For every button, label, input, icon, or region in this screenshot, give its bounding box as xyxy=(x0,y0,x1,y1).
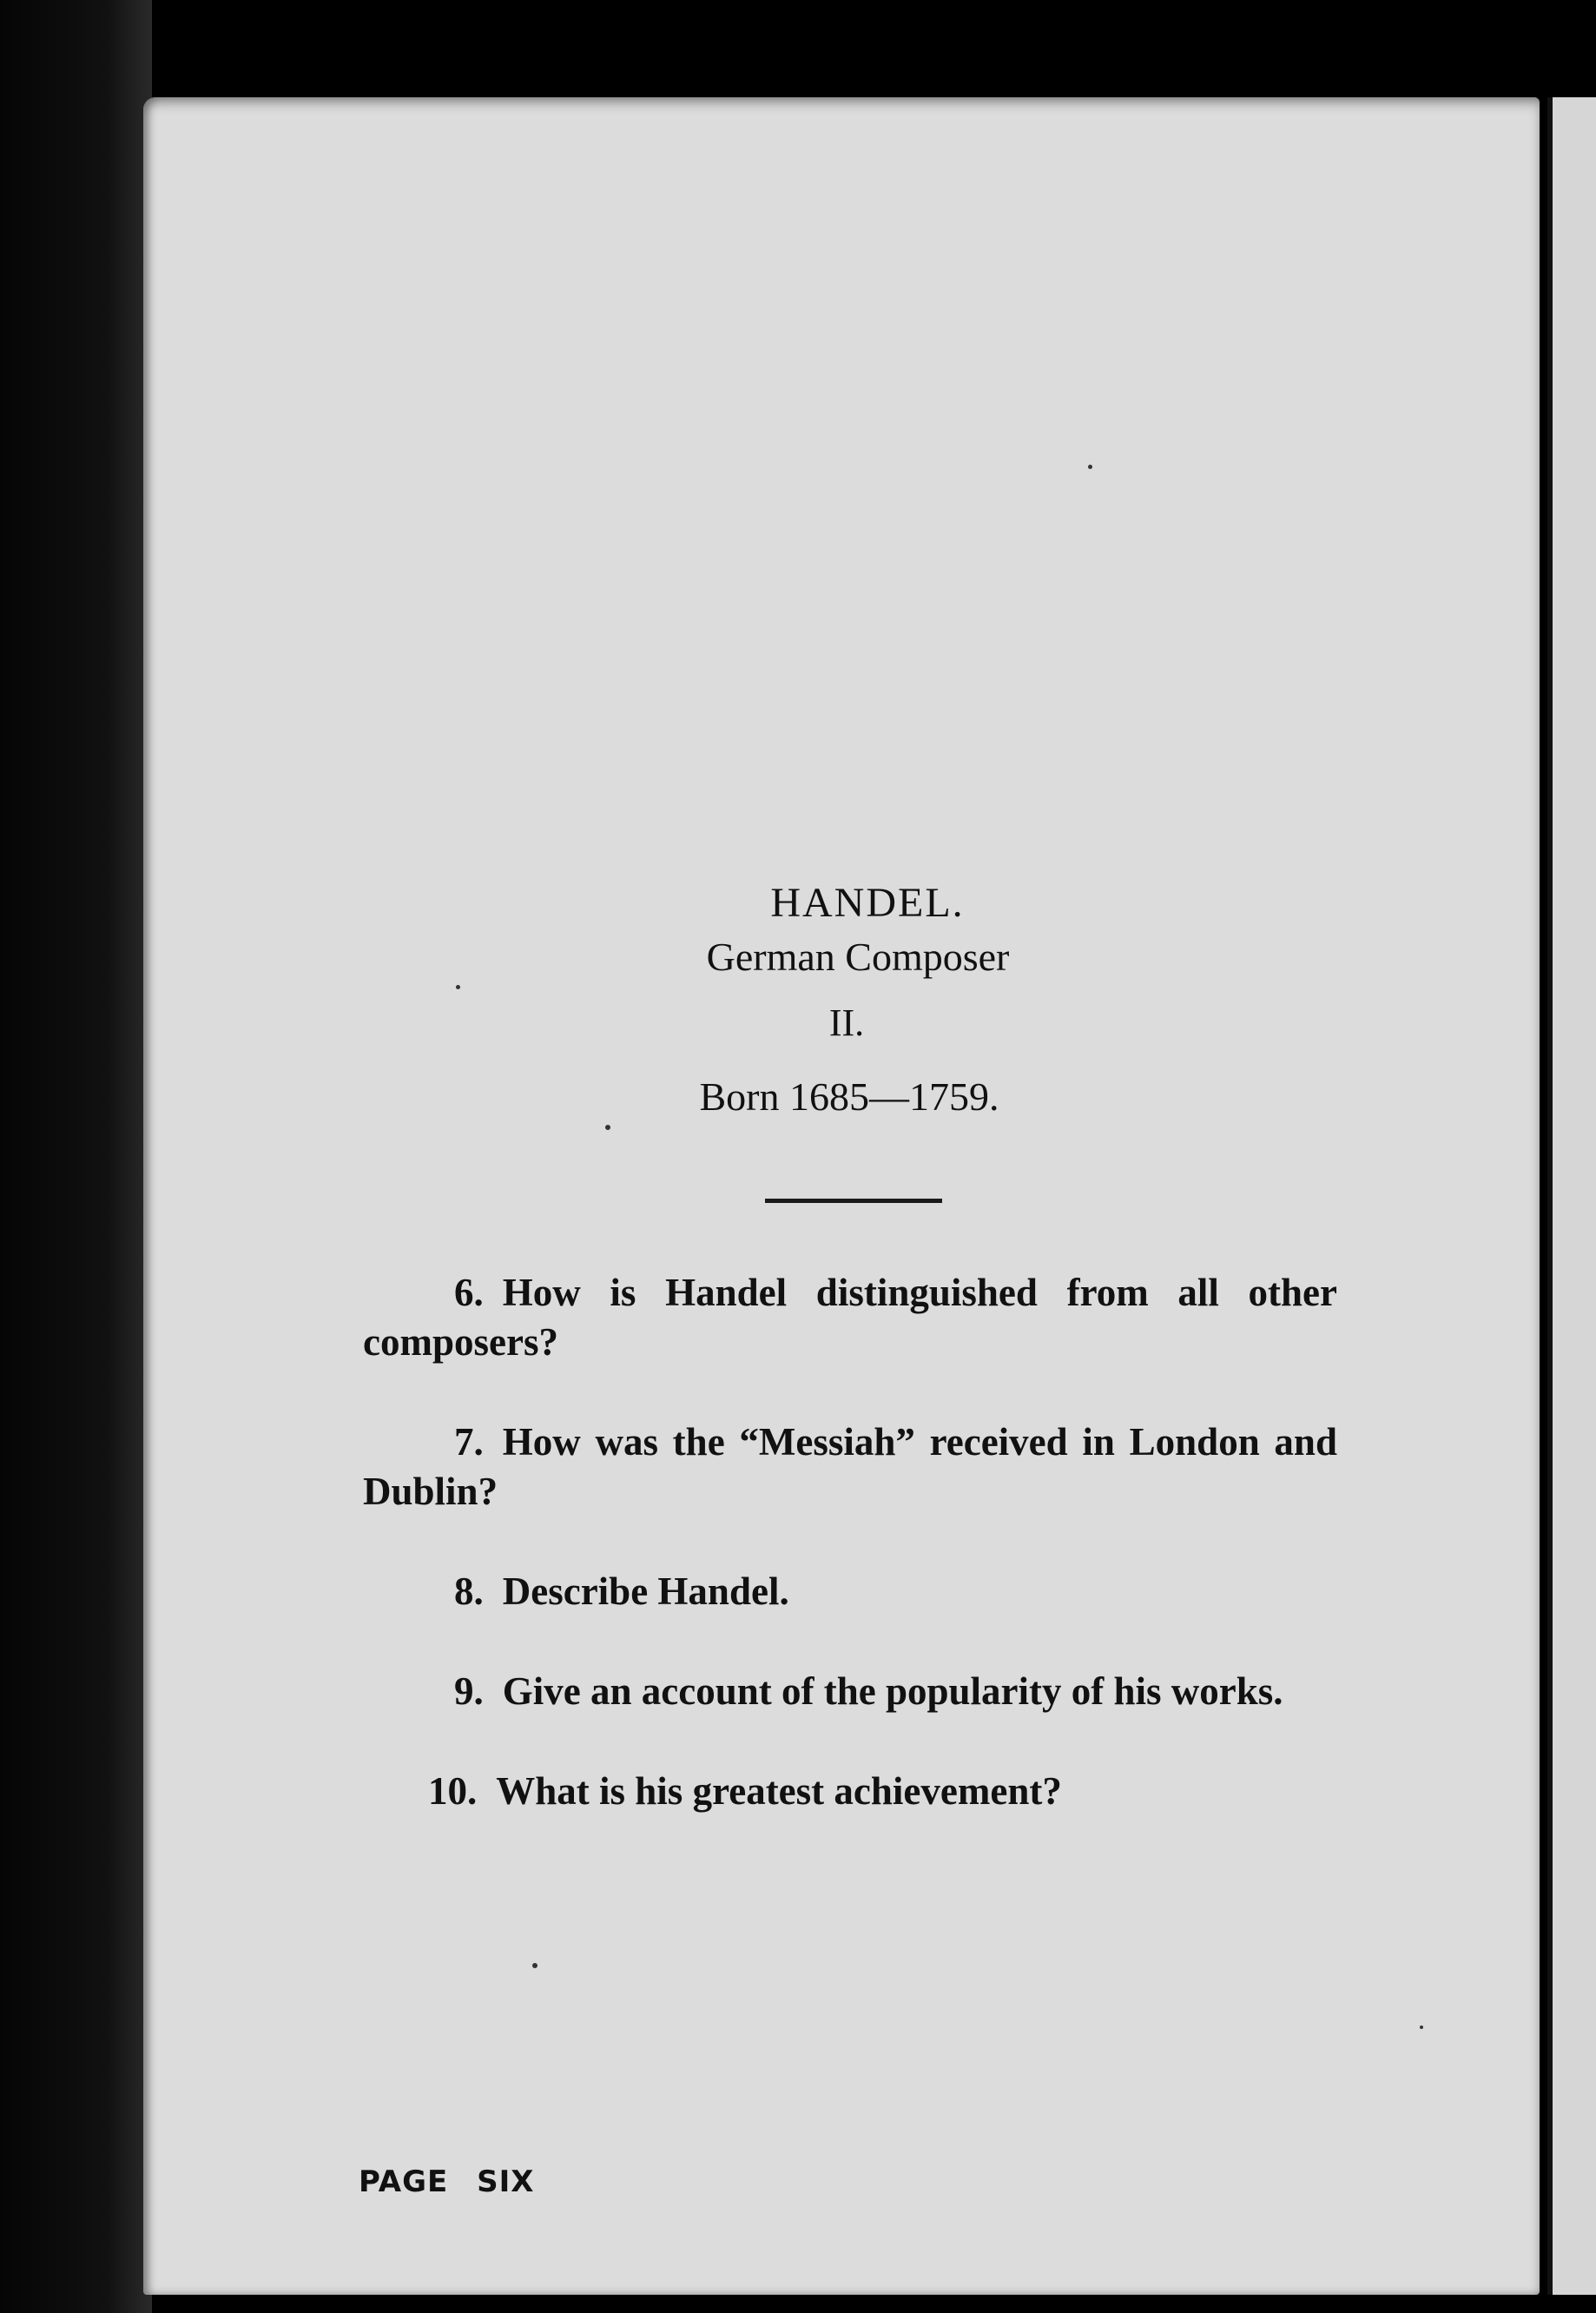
question-number: 9. xyxy=(454,1669,484,1713)
question-number: 8. xyxy=(454,1570,484,1613)
section-numeral: II. xyxy=(828,1001,865,1044)
question-text: How is Handel distinguished from all other composers? xyxy=(363,1271,1337,1364)
question-item xyxy=(363,1767,1337,1816)
document-page xyxy=(143,97,1540,2295)
question-item xyxy=(363,1418,1337,1517)
scan-speck xyxy=(532,1963,537,1968)
life-dates: Born 1685—1759. xyxy=(699,1074,999,1119)
question-item xyxy=(363,1268,1337,1367)
question-text: Give an account of the popularity of his works. xyxy=(502,1669,1283,1713)
scan-speck xyxy=(456,985,460,989)
question-number: 7. xyxy=(454,1420,484,1464)
page-title: HANDEL. xyxy=(770,880,965,926)
question-list xyxy=(363,1268,1337,1867)
page-number-label: PAGE SIX xyxy=(359,2164,535,2199)
facing-page-edge xyxy=(1547,97,1596,2295)
question-item xyxy=(363,1567,1337,1616)
question-text: What is his greatest achievement? xyxy=(496,1769,1062,1813)
scan-border xyxy=(0,0,152,2313)
question-text: How was the “Messiah” received in London and Dublin? xyxy=(363,1420,1337,1513)
question-number: 10. xyxy=(428,1769,478,1813)
scan-speck xyxy=(1088,465,1092,469)
page-subtitle: German Composer xyxy=(706,935,1010,979)
scan-speck xyxy=(605,1125,610,1130)
question-item xyxy=(363,1667,1337,1716)
divider-rule xyxy=(765,1199,942,1203)
question-number: 6. xyxy=(454,1271,484,1314)
scan-speck xyxy=(1420,2026,1423,2029)
question-text: Describe Handel. xyxy=(502,1570,789,1613)
